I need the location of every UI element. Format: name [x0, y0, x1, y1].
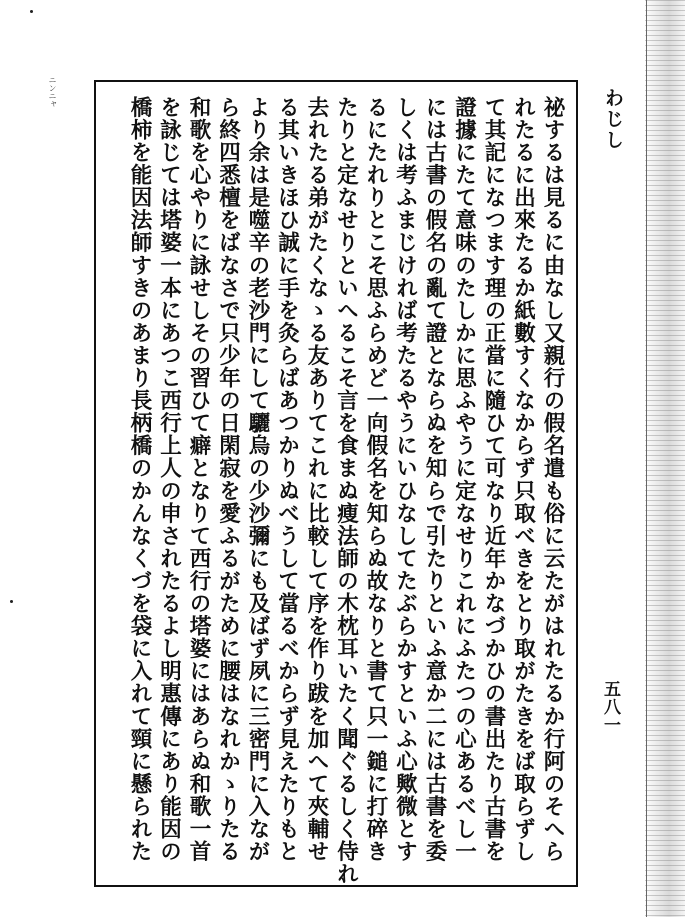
text-column: るにたれりとこそ思ふらめど一向假名を知らぬ故なりと書て只一鎚に打碎き [363, 96, 388, 863]
text-column: る其いきほひ誠に手を灸らばあつかりぬべうして當るべからず見えたりもと [274, 96, 300, 863]
text-column: 去れたる弟がたくなゝる友ありてこれに比較して序を作り跋を加へて夾輔せ [304, 96, 329, 863]
text-column: 證據にたて意味のたしかに思ふやうに定なせりこれにふたつの心あるべし一 [451, 96, 477, 863]
text-column: には古書の假名の亂て證とならぬを知らで引たりといふ意か二には古書を委 [422, 96, 447, 863]
scan-edge-line [646, 0, 647, 917]
text-column: て其記になつます理の正當に隨ひて可なり近年かなづかひの書出たり古書を [481, 96, 506, 863]
text-column: 和歌を心やりに詠せしその習ひて癖となりて西行の塔婆にはあらぬ和歌一首 [186, 96, 211, 863]
text-column: より余は是噬辛の老沙門にして驪烏の少沙彌にも及ばず夙に三密門に入なが [245, 96, 270, 863]
page-number: 五八一 [600, 680, 620, 734]
running-title: わじし [602, 88, 624, 151]
text-column: れたるに出來たるか紙數すくなからず只取べきをとり取がたきをば取らずし [510, 96, 536, 863]
scan-edge [645, 0, 685, 917]
text-column: しくは考ふまじければ考たるやうにいひなしてたぶらかすといふ心歟微とす [392, 96, 418, 863]
scan-speck [10, 600, 13, 603]
margin-note: ニンニャ [48, 76, 57, 108]
text-column: 祕するは見るに由なし又親行の假名遣も俗に云たがはれたるか行阿のそへら [540, 96, 565, 863]
text-column: ら終四悉檀をばなさで只少年の日閑寂を愛ふるがために腰はなれかゝりたる [215, 96, 241, 863]
text-column: 橋柿を能因法師すきのあまり長柄橋のかんなくづを袋に入れて頸に懸られた [127, 96, 152, 863]
scan-speck [30, 10, 33, 13]
text-column: たりと定なせりといへるこそ言を食まぬ瘦法師の木枕耳いたく聞ぐるしく侍れ [333, 96, 359, 886]
text-column: を詠じては塔婆一本にあつこ西行上人の申されたるよし明惠傳にあり能因の [156, 96, 182, 863]
